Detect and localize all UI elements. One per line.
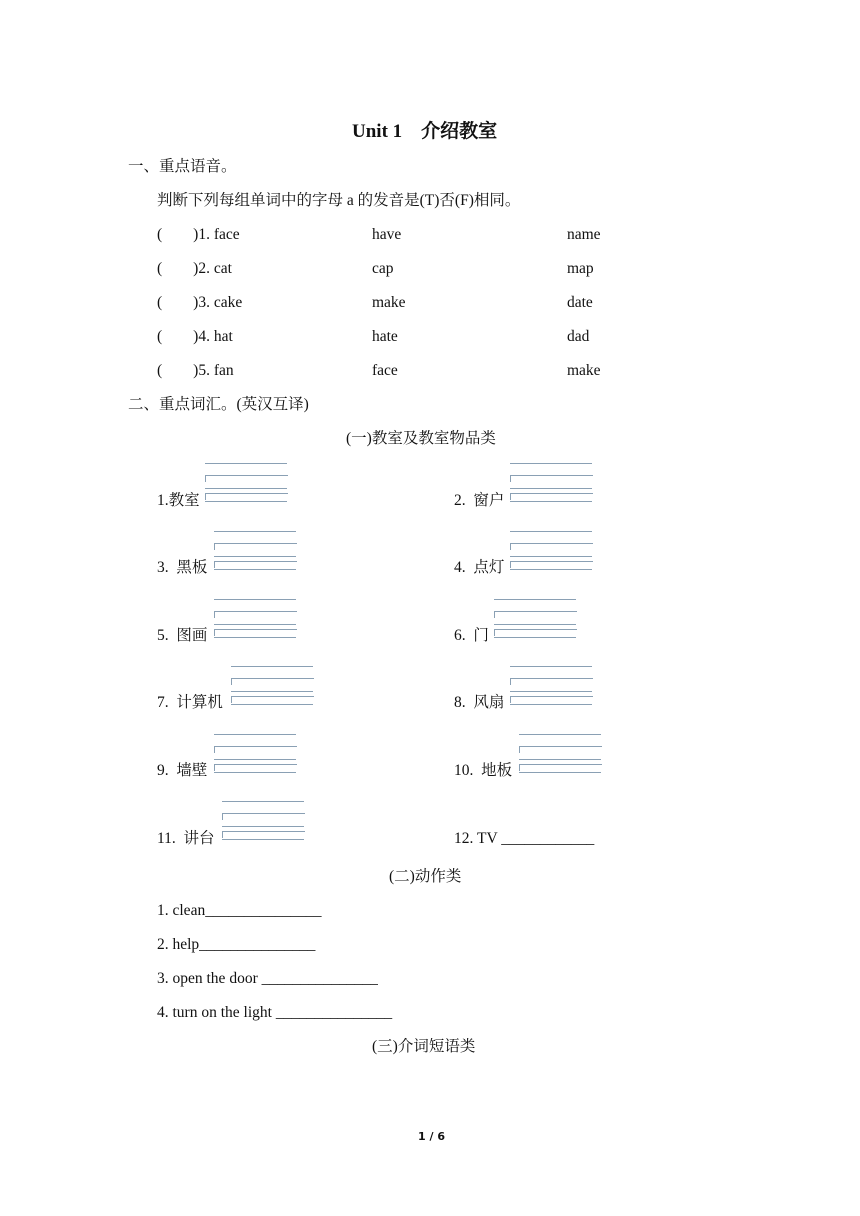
vocab-item-11: 11. 讲台 — [157, 830, 215, 847]
action-item-4: 4. turn on the light _______________ — [157, 1004, 393, 1021]
section-1-instruction: 判断下列每组单词中的字母 a 的发音是(T)否(F)相同。 — [157, 192, 521, 209]
phonics-row-4-word-2: hate — [372, 328, 398, 345]
phonics-row-3-word-3: date — [567, 294, 593, 311]
answer-lines — [214, 734, 296, 774]
phonics-row-3-question: ( )3. cake — [157, 294, 243, 311]
answer-lines — [519, 734, 601, 774]
answer-lines — [222, 801, 304, 841]
subsection-prepositional-phrases: (三)介词短语类 — [372, 1038, 476, 1055]
vocab-item-5: 5. 图画 — [157, 627, 208, 644]
answer-lines — [205, 463, 287, 503]
vocab-item-7: 7. 计算机 — [157, 694, 223, 711]
subsection-classroom-items: (一)教室及教室物品类 — [346, 430, 496, 447]
subsection-actions: (二)动作类 — [389, 868, 462, 885]
phonics-row-5-word-3: make — [567, 362, 601, 379]
answer-lines — [510, 531, 592, 571]
vocab-item-4: 4. 点灯 — [454, 559, 505, 576]
phonics-row-5-word-2: face — [372, 362, 398, 379]
phonics-row-1-word-2: have — [372, 226, 402, 243]
answer-lines — [214, 599, 296, 639]
action-item-2: 2. help_______________ — [157, 936, 316, 953]
vocab-item-6: 6. 门 — [454, 627, 489, 644]
answer-lines — [510, 463, 592, 503]
vocab-item-10: 10. 地板 — [454, 762, 513, 779]
vocab-item-9: 9. 墙壁 — [157, 762, 208, 779]
vocab-item-8: 8. 风扇 — [454, 694, 505, 711]
phonics-row-2-question: ( )2. cat — [157, 260, 232, 277]
answer-lines — [214, 531, 296, 571]
phonics-row-2-word-2: cap — [372, 260, 394, 277]
phonics-row-1-word-3: name — [567, 226, 601, 243]
vocab-item-2: 2. 窗户 — [454, 492, 505, 509]
answer-lines — [494, 599, 576, 639]
vocab-item-3: 3. 黑板 — [157, 559, 208, 576]
vocab-item-1: 1.教室 — [157, 492, 200, 509]
phonics-row-1-question: ( )1. face — [157, 226, 240, 243]
phonics-row-5-question: ( )5. fan — [157, 362, 234, 379]
vocab-item-12: 12. TV ____________ — [454, 830, 595, 847]
answer-lines — [231, 666, 313, 706]
answer-lines — [510, 666, 592, 706]
action-item-1: 1. clean_______________ — [157, 902, 322, 919]
action-item-3: 3. open the door _______________ — [157, 970, 378, 987]
phonics-row-4-question: ( )4. hat — [157, 328, 233, 345]
page-title: Unit 1 介绍教室 — [352, 121, 498, 142]
page-number: 1 / 6 — [418, 1130, 445, 1143]
phonics-row-3-word-2: make — [372, 294, 406, 311]
section-2-heading: 二、重点词汇。(英汉互译) — [128, 396, 309, 413]
phonics-row-2-word-3: map — [567, 260, 594, 277]
section-1-heading: 一、重点语音。 — [128, 158, 237, 175]
phonics-row-4-word-3: dad — [567, 328, 590, 345]
